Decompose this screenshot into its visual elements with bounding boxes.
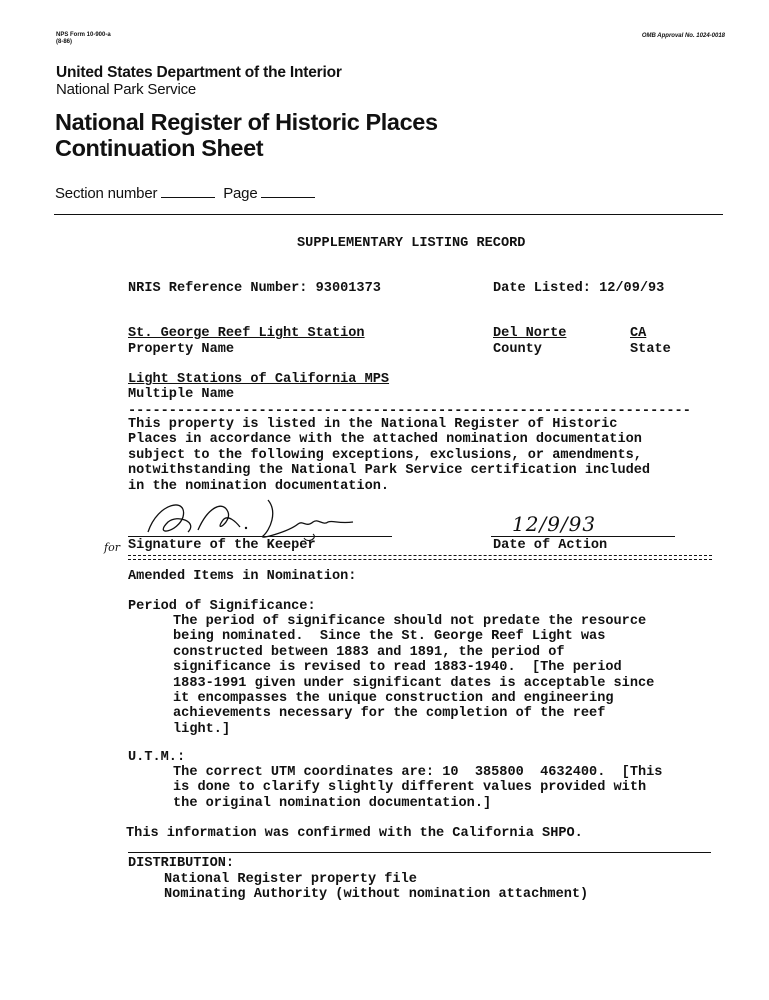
nris-label: NRIS Reference Number: <box>128 281 308 296</box>
date-listed-value: 12/09/93 <box>599 281 665 296</box>
period-line: significance is revised to read <box>173 660 435 676</box>
period-line: being nominated. Since the St. George Reef Light was <box>173 629 606 645</box>
dashed-divider: --------------------------------------------------------------------- <box>128 404 691 419</box>
record-heading: SUPPLEMENTARY LISTING RECORD <box>297 236 526 251</box>
signature-prefix: for <box>104 541 120 554</box>
statement-line: Places in accordance with the attached nomination documentation <box>128 432 642 448</box>
distribution-heading: DISTRIBUTION: <box>128 856 235 871</box>
page-label: Page <box>223 185 258 202</box>
period-heading: Period of Significance: <box>128 599 316 614</box>
multiple-name: Light Stations of California MPS <box>128 372 390 387</box>
nris-value: 93001373 <box>315 281 381 296</box>
section-number-label: Section number <box>55 185 158 202</box>
page-blank <box>261 196 315 198</box>
statement-line: subject to the following exceptions, exclusions, or amendments, <box>128 447 642 463</box>
page-subtitle: Continuation Sheet <box>55 135 264 161</box>
form-date: (8-86) <box>56 39 73 45</box>
statement-line: This property is listed in the National Register of Historic <box>128 417 618 432</box>
distribution-list <box>164 872 588 903</box>
list-item: Nominating Authority (without nomination attachment) <box>164 887 589 903</box>
utm-values: 10 385800 4632400. <box>442 765 606 780</box>
period-line: constructed between 1883 and 1891, the period of <box>173 644 565 660</box>
period-line: The period of significance should not predate the resource <box>173 614 647 629</box>
county: Del Norte <box>493 326 567 341</box>
multiple-name-label: Multiple Name <box>128 387 235 402</box>
period-line: 1883-1991 given under significant dates is acceptable since <box>173 675 655 691</box>
section-number-blank <box>161 196 215 198</box>
state: CA <box>630 326 647 341</box>
form-number-text: NPS Form 10-900-a <box>56 32 111 38</box>
department-name: United States Department of the Interior <box>56 64 342 81</box>
service-name: National Park Service <box>56 81 197 98</box>
period-line: [The period <box>515 660 622 676</box>
distribution-divider <box>128 852 711 853</box>
list-item: National Register property file <box>164 872 417 887</box>
amended-items-heading: Amended Items in Nomination: <box>128 569 357 584</box>
date-of-action-label: Date of Action <box>493 538 608 553</box>
utm-line: The correct UTM coordinates are: <box>173 765 443 780</box>
period-revised-value: 1883-1940. <box>434 660 516 676</box>
signature-label: Signature of the Keeper <box>128 538 316 553</box>
handwritten-date: 12/9/93 <box>512 512 597 536</box>
period-line: light.] <box>173 721 231 737</box>
section-page-row <box>55 185 319 202</box>
listing-statement <box>128 417 650 494</box>
page-title: National Register of Historic Places <box>55 109 438 135</box>
double-divider <box>128 555 712 560</box>
statement-line: notwithstanding the National Park Service certification included <box>128 463 651 479</box>
date-listed <box>493 281 664 296</box>
period-line: achievements necessary for the completion of the reef <box>173 706 606 722</box>
state-label: State <box>630 342 671 357</box>
property-name: St. George Reef Light Station <box>128 326 365 341</box>
signature-line <box>128 536 392 537</box>
utm-line: is done to clarify slightly different values provided with <box>173 780 647 796</box>
utm-heading: U.T.M.: <box>128 750 186 765</box>
form-number <box>56 32 111 46</box>
utm-text <box>173 765 662 811</box>
nris-reference <box>128 281 381 296</box>
date-of-action-line <box>491 536 675 537</box>
county-label: County <box>493 342 542 357</box>
omb-approval: OMB Approval No. 1024-0018 <box>641 33 725 39</box>
confirmation-note: This information was confirmed with the California SHPO. <box>126 826 583 841</box>
period-line: it encompasses the unique construction and engineering <box>173 691 614 707</box>
header-divider <box>54 214 723 215</box>
utm-line: the original nomination documentation.] <box>173 795 492 811</box>
utm-line: [This <box>605 765 663 780</box>
period-text <box>173 614 654 737</box>
property-name-label: Property Name <box>128 342 235 357</box>
statement-line: in the nomination documentation. <box>128 478 390 494</box>
date-listed-label: Date Listed: <box>493 281 591 296</box>
